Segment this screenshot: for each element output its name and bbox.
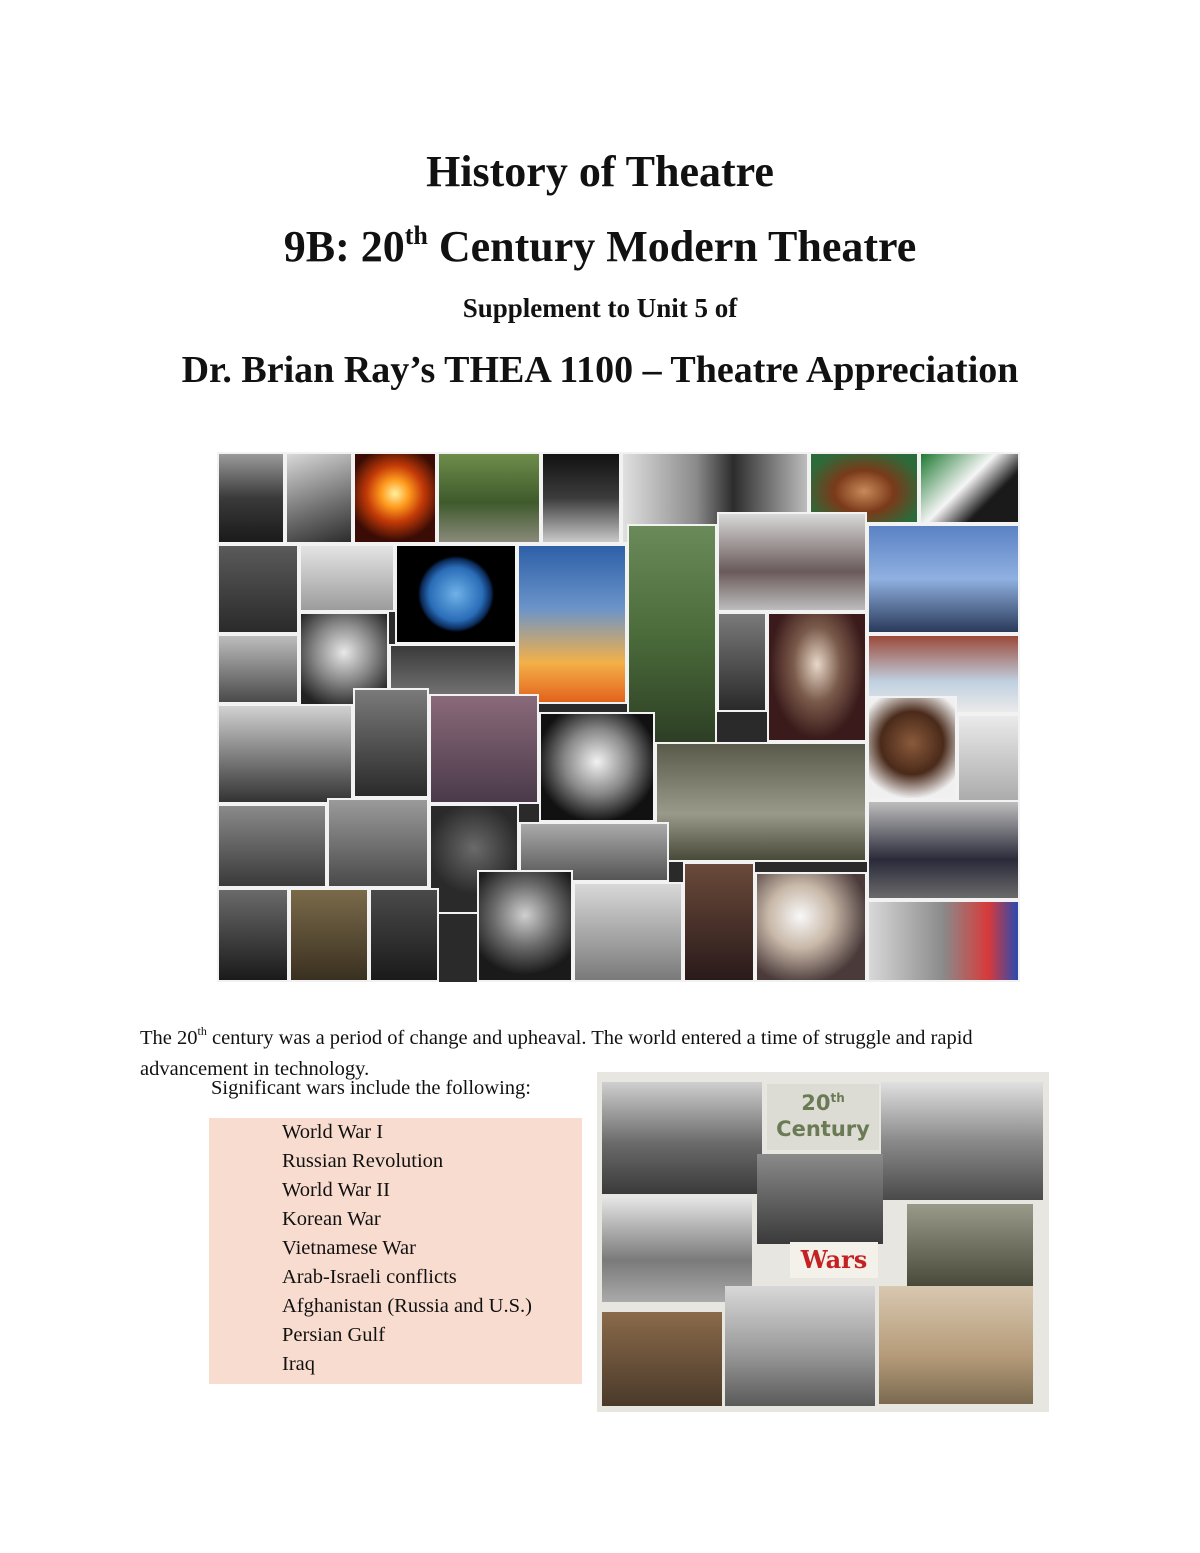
war-item: World War II [282, 1179, 390, 1201]
collage-photo [517, 544, 627, 704]
war-item: World War I [282, 1121, 384, 1143]
label-20th-century [767, 1084, 879, 1150]
collage-photo [573, 882, 683, 982]
intro-sup: th [197, 1023, 207, 1038]
collage-photo [217, 704, 353, 804]
war-photo [907, 1204, 1033, 1286]
collage-photo [369, 888, 439, 982]
collage-photo [957, 714, 1020, 804]
course-title: Dr. Brian Ray’s THEA 1100 – Theatre Appreciation [181, 349, 1019, 391]
collage-photo [437, 452, 541, 544]
intro-prefix: The 20 [140, 1026, 198, 1049]
collage-photo [217, 888, 289, 982]
collage-photo [353, 452, 437, 544]
label-20-sup: th [830, 1091, 845, 1105]
collage-photo [767, 612, 867, 742]
war-photo [602, 1082, 762, 1194]
unit-title-suffix: Century Modern Theatre [427, 222, 917, 271]
collage-photo [867, 900, 1020, 982]
wars-photo-collage [597, 1072, 1049, 1412]
collage-photo [395, 544, 517, 644]
unit-title-sup: th [404, 221, 428, 250]
war-item: Iraq [282, 1353, 316, 1375]
collage-photo [717, 612, 767, 712]
collage-photo [541, 452, 621, 544]
collage-photo [539, 712, 655, 822]
history-photo-collage [217, 452, 1020, 982]
label-20-number: 20 [801, 1091, 831, 1115]
collage-photo [289, 888, 369, 982]
wars-list [282, 1118, 532, 1379]
collage-photo [477, 870, 573, 982]
collage-photo [353, 688, 429, 798]
war-item: Korean War [282, 1208, 381, 1230]
collage-photo [217, 634, 299, 704]
wars-list-box [209, 1118, 582, 1384]
collage-photo [919, 452, 1020, 524]
collage-photo [285, 452, 353, 544]
collage-photo [867, 800, 1020, 900]
collage-photo [717, 512, 867, 612]
collage-photo [217, 804, 327, 888]
war-photo [879, 1286, 1033, 1404]
page-title: History of Theatre [426, 147, 774, 196]
collage-photo [327, 798, 429, 888]
label-wars: Wars [790, 1242, 878, 1278]
collage-photo [217, 452, 285, 544]
collage-photo [429, 694, 539, 804]
unit-title [0, 221, 1200, 272]
unit-title-prefix: 9B: 20 [283, 222, 405, 271]
collage-photo [867, 696, 957, 800]
label-century: Century [776, 1117, 870, 1141]
intro-text: century was a period of change and upheaval. The world entered a time of struggle and rapid advancement in technology. [140, 1026, 973, 1080]
wars-heading: Significant wars include the following: [211, 1077, 531, 1099]
war-photo [881, 1082, 1043, 1200]
collage-photo [867, 524, 1020, 634]
collage-photo [299, 544, 395, 612]
war-item: Afghanistan (Russia and U.S.) [282, 1295, 532, 1317]
war-item: Arab-Israeli conflicts [282, 1266, 457, 1288]
war-photo [725, 1286, 875, 1406]
collage-photo [755, 872, 867, 982]
war-photo [757, 1154, 883, 1244]
supplement-line: Supplement to Unit 5 of [462, 293, 738, 323]
collage-photo [217, 544, 299, 634]
collage-photo [683, 862, 755, 982]
war-item: Vietnamese War [282, 1237, 416, 1259]
war-item: Russian Revolution [282, 1150, 444, 1172]
war-photo [602, 1312, 722, 1406]
collage-photo [655, 742, 867, 862]
war-item: Persian Gulf [282, 1324, 386, 1346]
